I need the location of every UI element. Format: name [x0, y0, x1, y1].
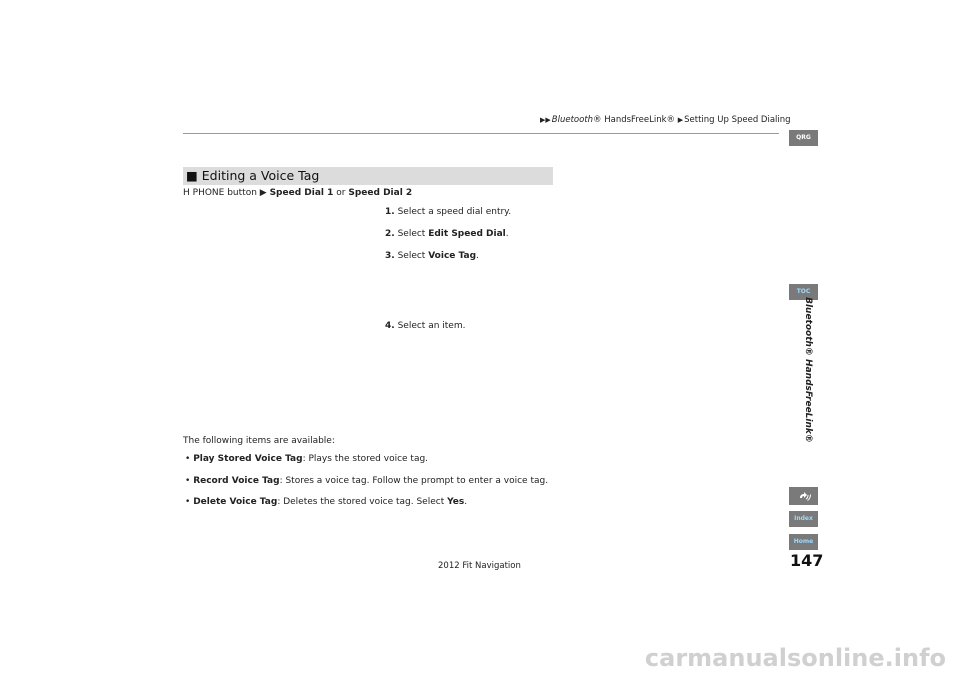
step-2	[385, 229, 509, 239]
path-start: PHONE button	[192, 188, 257, 198]
path-item1: Speed Dial 1	[269, 188, 334, 198]
step-number: 2.	[385, 229, 395, 239]
step-number: 3.	[385, 251, 395, 261]
item-text: : Deletes the stored voice tag. Select	[277, 497, 448, 507]
voice-command-icon	[797, 489, 811, 503]
footer-text: 2012 Fit Navigation	[438, 561, 521, 571]
page-number: 147	[790, 551, 824, 570]
step-number: 4.	[385, 321, 395, 331]
chapter-vertical-label: Bluetooth® HandsFreeLink®	[803, 297, 813, 443]
item-label: Play Stored Voice Tag	[193, 454, 303, 464]
list-item	[185, 497, 467, 507]
item-bold-after: Yes	[447, 497, 465, 507]
step-bold: Voice Tag	[428, 251, 477, 261]
item-label: Delete Voice Tag	[193, 497, 278, 507]
step-after: .	[505, 229, 509, 239]
step-text: Select	[397, 251, 429, 261]
step-bold: Edit Speed Dial	[428, 229, 506, 239]
step-1	[385, 207, 511, 217]
section-heading-bar	[183, 167, 553, 185]
phone-button-icon: H	[183, 188, 190, 198]
step-4	[385, 321, 465, 331]
item-label: Record Voice Tag	[193, 476, 280, 486]
bullet-dot: •	[185, 497, 191, 507]
breadcrumb-part2: ® HandsFreeLink®	[593, 115, 676, 125]
step-text: Select a speed dial entry.	[397, 207, 512, 217]
step-after: .	[476, 251, 479, 261]
item-end: .	[464, 497, 468, 507]
voice-command-tab[interactable]	[789, 487, 818, 505]
toc-tab[interactable]: TOC	[789, 284, 818, 300]
breadcrumb-part3: Setting Up Speed Dialing	[684, 115, 791, 125]
breadcrumb-part1: Bluetooth	[551, 115, 594, 125]
header-rule	[183, 133, 779, 134]
step-number: 1.	[385, 207, 395, 217]
breadcrumb-arrow-icon: ▶	[677, 116, 684, 124]
item-text: : Stores a voice tag. Follow the prompt to enter a voice tag.	[279, 476, 549, 486]
list-item	[185, 476, 548, 486]
qrg-tab[interactable]: QRG	[789, 130, 818, 146]
breadcrumb-arrow-icon: ▶▶	[540, 116, 551, 124]
list-item	[185, 454, 428, 464]
home-tab[interactable]: Home	[789, 534, 818, 550]
step-3	[385, 251, 479, 261]
watermark: carmanualsonline.info	[644, 644, 946, 672]
index-tab[interactable]: Index	[789, 511, 818, 527]
step-text: Select	[397, 229, 429, 239]
navigation-path	[183, 188, 412, 198]
path-item2: Speed Dial 2	[348, 188, 413, 198]
section-title: ■ Editing a Voice Tag	[186, 168, 320, 183]
item-text: : Plays the stored voice tag.	[302, 454, 429, 464]
path-connector: or	[336, 188, 346, 198]
path-arrow-icon: ▶	[259, 188, 267, 198]
breadcrumb	[540, 115, 791, 125]
items-intro: The following items are available:	[183, 436, 335, 446]
bullet-dot: •	[185, 454, 191, 464]
bullet-dot: •	[185, 476, 191, 486]
step-text: Select an item.	[397, 321, 466, 331]
